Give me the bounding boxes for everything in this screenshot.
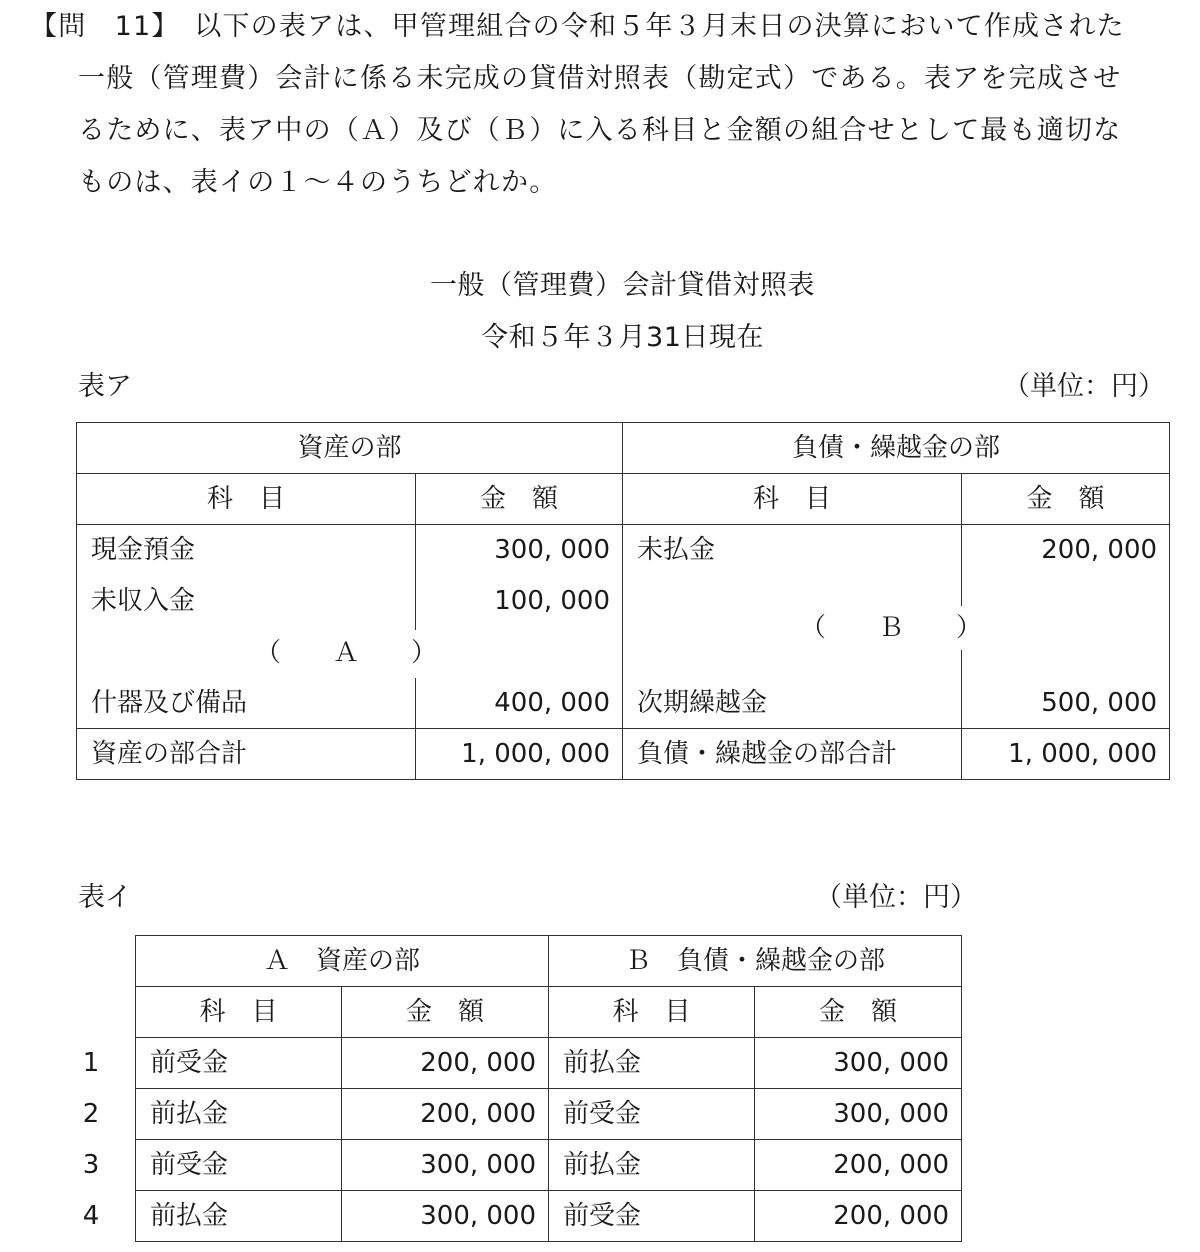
choice-4-a-item: 前払金 bbox=[136, 1191, 342, 1242]
choices-table bbox=[135, 935, 962, 1242]
assets-header: 資産の部 bbox=[77, 423, 623, 474]
choice-1-b-item: 前払金 bbox=[549, 1038, 755, 1089]
liabilities-total-label: 負債・繰越金の部合計 bbox=[623, 729, 962, 780]
choices-a-item-col: 科 目 bbox=[136, 987, 342, 1038]
liability-item-unpaid: 未払金 bbox=[623, 525, 962, 576]
choice-number-4: 4 bbox=[82, 1201, 100, 1231]
balance-sheet-date: 令和５年３月31日現在 bbox=[481, 322, 764, 353]
choice-2-a-item: 前払金 bbox=[136, 1089, 342, 1140]
table-b-unit: （単位：円） bbox=[815, 882, 977, 913]
choice-2-a-amount: 200, 000 bbox=[342, 1089, 549, 1140]
choice-3-a-amount: 300, 000 bbox=[342, 1140, 549, 1191]
choice-4-b-item: 前受金 bbox=[549, 1191, 755, 1242]
liability-blank-amount-cell bbox=[962, 576, 1170, 627]
blank-a: （ Ａ ） bbox=[255, 638, 438, 668]
choice-row-2 bbox=[136, 1089, 962, 1140]
liability-amount-unpaid: 200, 000 bbox=[962, 525, 1170, 576]
choice-number-3: 3 bbox=[82, 1150, 100, 1180]
question-line-3: るために、表ア中の（Ａ）及び（Ｂ）に入る科目と金額の組合せとして最も適切な bbox=[78, 115, 1122, 146]
question-line-1: 【問 11】 以下の表アは、甲管理組合の令和５年３月末日の決算において作成された bbox=[30, 11, 1125, 42]
choice-1-a-item: 前受金 bbox=[136, 1038, 342, 1089]
choices-header-b: Ｂ 負債・繰越金の部 bbox=[549, 936, 962, 987]
choice-row-3 bbox=[136, 1140, 962, 1191]
choice-number-1: 1 bbox=[82, 1048, 100, 1078]
choice-row-1 bbox=[136, 1038, 962, 1089]
balance-sheet-table bbox=[76, 422, 1170, 780]
asset-item-receivable: 未収入金 bbox=[77, 576, 416, 627]
choice-3-a-item: 前受金 bbox=[136, 1140, 342, 1191]
assets-amount-col-header: 金 額 bbox=[416, 474, 623, 525]
question-line-2: 一般（管理費）会計に係る未完成の貸借対照表（勘定式）である。表アを完成させ bbox=[78, 63, 1122, 94]
choices-b-amount-col: 金 額 bbox=[755, 987, 962, 1038]
choice-2-b-amount: 300, 000 bbox=[755, 1089, 962, 1140]
table-b-label: 表イ bbox=[78, 882, 132, 913]
choices-a-amount-col: 金 額 bbox=[342, 987, 549, 1038]
asset-item-cash: 現金預金 bbox=[77, 525, 416, 576]
choice-row-4 bbox=[136, 1191, 962, 1242]
liability-blank-amount-cell-2 bbox=[962, 627, 1170, 678]
asset-blank-amount-cell bbox=[416, 627, 623, 678]
assets-total-label: 資産の部合計 bbox=[77, 729, 416, 780]
table-a-unit: （単位：円） bbox=[1003, 371, 1165, 402]
liability-amount-carryover: 500, 000 bbox=[962, 678, 1170, 729]
liabilities-item-col-header: 科 目 bbox=[623, 474, 962, 525]
choice-2-b-item: 前受金 bbox=[549, 1089, 755, 1140]
asset-item-equipment: 什器及び備品 bbox=[77, 678, 416, 729]
liability-item-carryover: 次期繰越金 bbox=[623, 678, 962, 729]
choice-4-b-amount: 200, 000 bbox=[755, 1191, 962, 1242]
liabilities-amount-col-header: 金 額 bbox=[962, 474, 1170, 525]
choice-3-b-item: 前払金 bbox=[549, 1140, 755, 1191]
liabilities-total-amount: 1, 000, 000 bbox=[962, 729, 1170, 780]
choice-4-a-amount: 300, 000 bbox=[342, 1191, 549, 1242]
choice-3-b-amount: 200, 000 bbox=[755, 1140, 962, 1191]
balance-sheet-title: 一般（管理費）会計貸借対照表 bbox=[430, 270, 815, 301]
liabilities-header: 負債・繰越金の部 bbox=[623, 423, 1170, 474]
choice-1-a-amount: 200, 000 bbox=[342, 1038, 549, 1089]
asset-amount-receivable: 100, 000 bbox=[416, 576, 623, 627]
choice-number-2: 2 bbox=[82, 1099, 100, 1129]
table-a-label: 表ア bbox=[78, 371, 132, 402]
choice-1-b-amount: 300, 000 bbox=[755, 1038, 962, 1089]
assets-item-col-header: 科 目 bbox=[77, 474, 416, 525]
choices-b-item-col: 科 目 bbox=[549, 987, 755, 1038]
blank-b: （ Ｂ ） bbox=[800, 613, 983, 643]
assets-total-amount: 1, 000, 000 bbox=[416, 729, 623, 780]
asset-amount-cash: 300, 000 bbox=[416, 525, 623, 576]
asset-amount-equipment: 400, 000 bbox=[416, 678, 623, 729]
choices-header-a: Ａ 資産の部 bbox=[136, 936, 549, 987]
question-line-4: ものは、表イの１～４のうちどれか。 bbox=[78, 167, 558, 198]
